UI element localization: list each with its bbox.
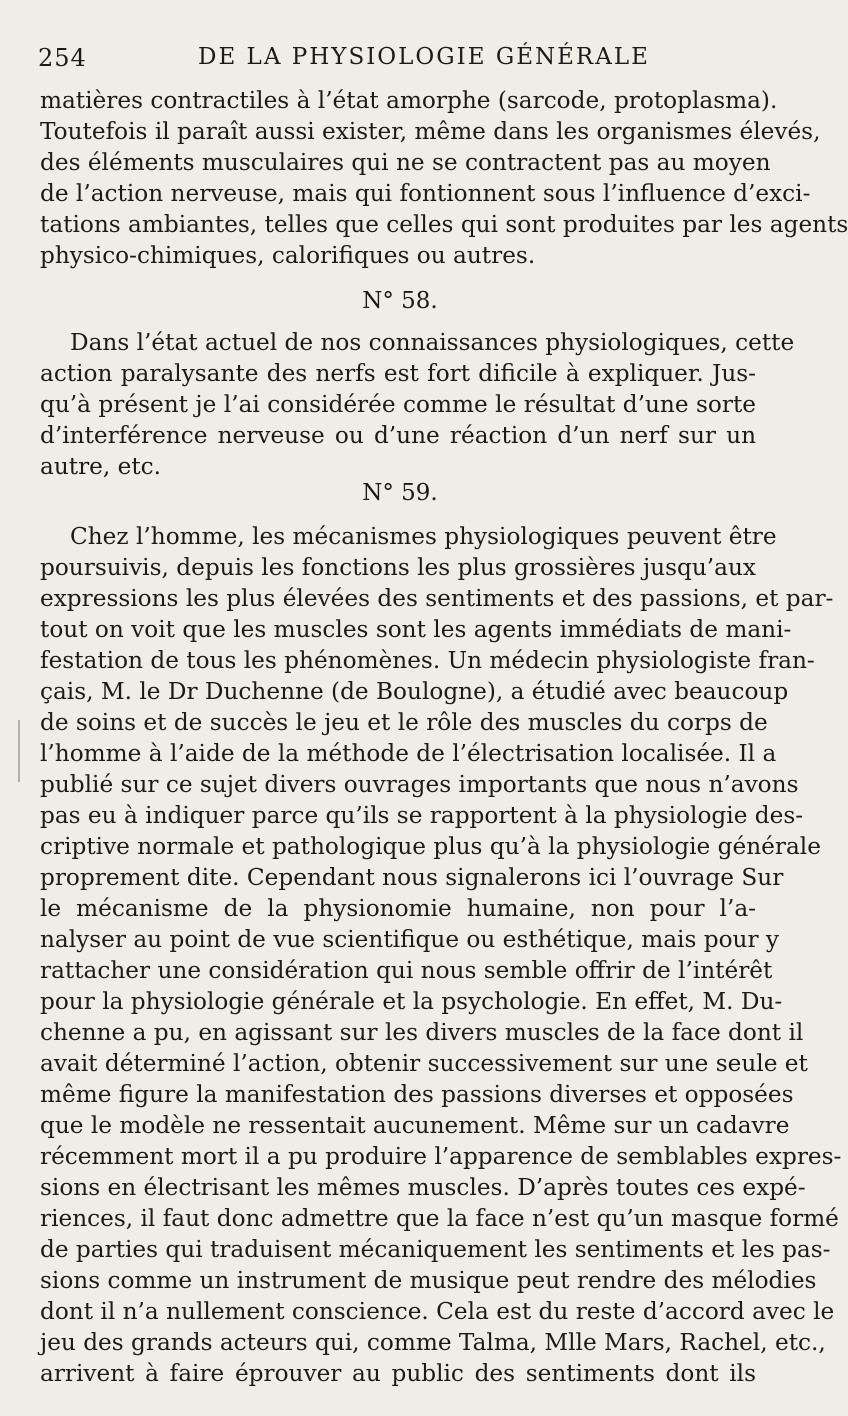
text-line: rattacher une considération qui nous semble offrir de l’intérêt — [40, 957, 773, 984]
text-line: chenne a pu, en agissant sur les divers muscles de la face dont il — [40, 1019, 804, 1046]
text-line: çais, M. le Dr Duchenne (de Boulogne), a étudié avec beaucoup — [40, 678, 789, 705]
text-line: autre, etc. — [40, 453, 162, 480]
text-line: Dans l’état actuel de nos connaissances physiologiques, cette — [70, 329, 795, 356]
page-header — [38, 38, 778, 74]
text-line: matières contractiles à l’état amorphe (sarcode, protoplasma). — [40, 87, 778, 114]
text-line: Chez l’homme, les mécanismes physiologiques peuvent être — [70, 523, 777, 550]
text-line: dont il n’a nullement conscience. Cela est du reste d’accord avec le — [40, 1298, 835, 1325]
text-line: criptive normale et pathologique plus qu’à la physiologie générale — [40, 833, 821, 860]
text-line: de l’action nerveuse, mais qui fontionnent sous l’influence d’exci- — [40, 180, 811, 207]
text-line: qu’à présent je l’ai considérée comme le résultat d’une sorte — [40, 391, 756, 418]
text-line: pour la physiologie générale et la psychologie. En effet, M. Du- — [40, 988, 783, 1015]
margin-mark — [18, 720, 20, 782]
text-line: jeu des grands acteurs qui, comme Talma, Mlle Mars, Rachel, etc., — [40, 1329, 826, 1356]
text-line: publié sur ce sujet divers ouvrages importants que nous n’avons — [40, 771, 799, 798]
text-line: avait déterminé l’action, obtenir successivement sur une seule et — [40, 1050, 808, 1077]
text-line: arrivent à faire éprouver au public des sentiments dont ils — [40, 1360, 756, 1387]
text-line: le mécanisme de la physionomie humaine, non pour l’a- — [40, 895, 756, 922]
text-line: expressions les plus élevées des sentiments et des passions, et par- — [40, 585, 834, 612]
text-line: poursuivis, depuis les fonctions les plus grossières jusqu’aux — [40, 554, 756, 581]
running-title: DE LA PHYSIOLOGIE GÉNÉRALE — [198, 44, 650, 70]
section-heading: N° 58. — [362, 288, 438, 314]
text-line: nalyser au point de vue scientifique ou esthétique, mais pour y — [40, 926, 780, 953]
text-line: tout on voit que les muscles sont les agents immédiats de mani- — [40, 616, 792, 643]
section-heading: N° 59. — [362, 480, 438, 506]
text-line: festation de tous les phénomènes. Un médecin physiologiste fran- — [40, 647, 815, 674]
text-line: physico-chimiques, calorifiques ou autres. — [40, 242, 536, 269]
text-line: d’interférence nerveuse ou d’une réaction d’un nerf sur un — [40, 422, 756, 449]
page-number: 254 — [38, 44, 87, 72]
text-line: récemment mort il a pu produire l’apparence de semblables expres- — [40, 1143, 842, 1170]
text-line: riences, il faut donc admettre que la face n’est qu’un masque formé — [40, 1205, 839, 1232]
text-line: sions comme un instrument de musique peut rendre des mélodies — [40, 1267, 817, 1294]
text-line: tations ambiantes, telles que celles qui sont produites par les agents — [40, 211, 848, 238]
text-line: sions en électrisant les mêmes muscles. D’après toutes ces expé- — [40, 1174, 806, 1201]
text-line: Toutefois il paraît aussi exister, même dans les organismes élevés, — [40, 118, 821, 145]
text-line: l’homme à l’aide de la méthode de l’électrisation localisée. Il a — [40, 740, 777, 767]
text-line: action paralysante des nerfs est fort dificile à expliquer. Jus- — [40, 360, 756, 387]
text-line: même figure la manifestation des passions diverses et opposées — [40, 1081, 794, 1108]
text-line: de soins et de succès le jeu et le rôle des muscles du corps de — [40, 709, 768, 736]
text-line: de parties qui traduisent mécaniquement les sentiments et les pas- — [40, 1236, 831, 1263]
text-line: proprement dite. Cependant nous signalerons ici l’ouvrage Sur — [40, 864, 784, 891]
text-line: que le modèle ne ressentait aucunement. Même sur un cadavre — [40, 1112, 790, 1139]
text-line: des éléments musculaires qui ne se contractent pas au moyen — [40, 149, 771, 176]
text-line: pas eu à indiquer parce qu’ils se rapportent à la physiologie des- — [40, 802, 804, 829]
